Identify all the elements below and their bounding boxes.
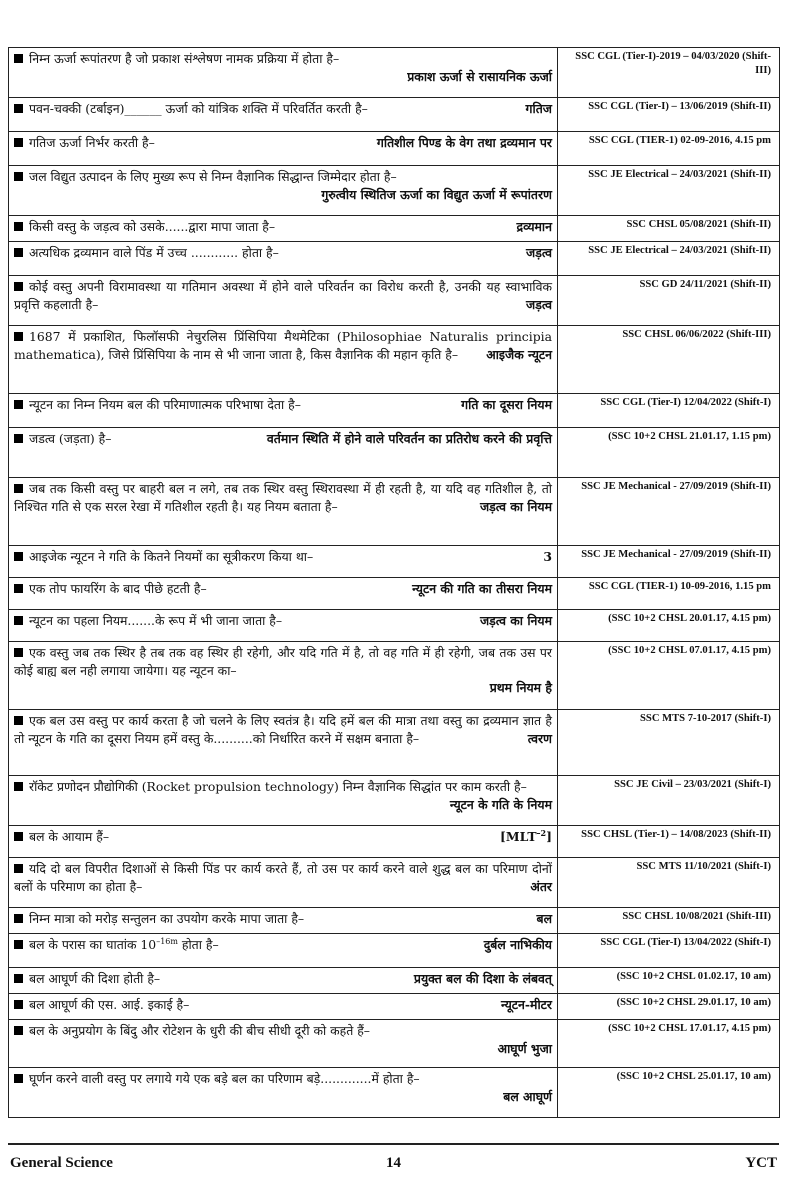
question-text: यदि दो बल विपरीत दिशाओं से किसी पिंड पर कार्य करते हैं, तो उस पर कार्य करने वाले शुद्ध बल का परिमाण दोनों बलों के परिमाण का होता है–	[14, 861, 552, 894]
answer-text: जड़त्व का नियम	[479, 613, 552, 628]
table-row	[9, 48, 780, 98]
source-cell: (SSC 10+2 CHSL 29.01.17, 10 am)	[558, 994, 780, 1020]
question-text: गतिज ऊर्जा निर्भर करती है–	[29, 135, 155, 150]
table-row	[9, 710, 780, 776]
square-bullet-icon	[14, 584, 23, 593]
answer-text: आइजैक न्यूटन	[486, 346, 552, 362]
question-text: रॉकेट प्रणोदन प्रौद्योगिकी (Rocket propulsion technology) निम्न वैज्ञानिक सिद्धांत पर काम करती है–	[29, 779, 527, 794]
question-cell	[9, 1020, 558, 1068]
square-bullet-icon	[14, 616, 23, 625]
question-text: बल आघूर्ण की दिशा होती है–	[29, 971, 161, 986]
question-cell	[9, 394, 558, 428]
question-cell	[9, 326, 558, 394]
answer-text: 3	[543, 549, 552, 564]
table-row	[9, 1020, 780, 1068]
square-bullet-icon	[14, 222, 23, 231]
question-table-container	[8, 47, 780, 1118]
answer-text: बल	[536, 911, 552, 926]
answer-text: आघूर्ण भुजा	[497, 1040, 552, 1056]
question-cell	[9, 478, 558, 546]
table-row	[9, 610, 780, 642]
question-cell	[9, 546, 558, 578]
source-cell: SSC CHSL (Tier-1) – 14/08/2023 (Shift-II)	[558, 826, 780, 858]
question-cell	[9, 826, 558, 858]
question-cell	[9, 98, 558, 132]
source-cell: SSC JE Civil – 23/03/2021 (Shift-I)	[558, 776, 780, 826]
table-row	[9, 1068, 780, 1118]
square-bullet-icon	[14, 104, 23, 113]
answer-text: गति का दूसरा नियम	[461, 397, 552, 412]
answer-text: जड़त्व का नियम	[479, 498, 552, 514]
question-cell	[9, 48, 558, 98]
square-bullet-icon	[14, 138, 23, 147]
square-bullet-icon	[14, 782, 23, 791]
question-cell	[9, 242, 558, 276]
square-bullet-icon	[14, 54, 23, 63]
question-cell	[9, 710, 558, 776]
question-text: न्यूटन का निम्न नियम बल की परिमाणात्मक परिभाषा देता है–	[29, 397, 301, 412]
square-bullet-icon	[14, 552, 23, 561]
question-cell	[9, 642, 558, 710]
source-cell: (SSC 10+2 CHSL 20.01.17, 4.15 pm)	[558, 610, 780, 642]
table-row	[9, 242, 780, 276]
table-row	[9, 326, 780, 394]
answer-text: प्रयुक्त बल की दिशा के लंबवत्	[413, 971, 552, 986]
square-bullet-icon	[14, 1000, 23, 1009]
question-cell	[9, 1068, 558, 1118]
table-row	[9, 858, 780, 908]
answer-text: न्यूटन के गति के नियम	[449, 796, 552, 812]
question-cell	[9, 216, 558, 242]
question-text: पवन-चक्की (टर्बाइन)______ ऊर्जा को यांत्रिक शक्ति में परिवर्तित करती है–	[29, 101, 368, 116]
question-text: बल के आयाम हैं–	[29, 829, 110, 844]
question-text-end: होता है–	[177, 937, 219, 952]
table-row	[9, 934, 780, 968]
question-cell	[9, 578, 558, 610]
table-row	[9, 428, 780, 478]
table-row	[9, 166, 780, 216]
source-cell: SSC GD 24/11/2021 (Shift-II)	[558, 276, 780, 326]
table-row	[9, 216, 780, 242]
question-cell	[9, 776, 558, 826]
table-row	[9, 908, 780, 934]
square-bullet-icon	[14, 434, 23, 443]
table-row	[9, 994, 780, 1020]
source-cell: SSC MTS 7-10-2017 (Shift-I)	[558, 710, 780, 776]
question-cell	[9, 908, 558, 934]
square-bullet-icon	[14, 914, 23, 923]
table-row	[9, 276, 780, 326]
question-cell	[9, 968, 558, 994]
table-row	[9, 546, 780, 578]
table-row	[9, 826, 780, 858]
source-cell: SSC CHSL 10/08/2021 (Shift-III)	[558, 908, 780, 934]
answer-text: त्वरण	[527, 730, 552, 746]
question-text: एक तोप फायरिंग के बाद पीछे हटती है–	[29, 581, 207, 596]
square-bullet-icon	[14, 832, 23, 841]
question-text: एक वस्तु जब तक स्थिर है तब तक वह स्थिर ही रहेगी, और यदि गति में है, तो वह गति में ही रहेगी, जब तक उस पर कोई बाह्य बल नही लगाया जायेगा। यह न्यूटन का–	[14, 645, 552, 678]
question-text: जल विद्युत उत्पादन के लिए मुख्य रूप से निम्न वैज्ञानिक सिद्धान्त जिम्मेदार होता है–	[29, 169, 397, 184]
source-cell: (SSC 10+2 CHSL 01.02.17, 10 am)	[558, 968, 780, 994]
question-text: आइजेक न्यूटन ने गति के कितने नियमों का सूत्रीकरण किया था–	[29, 549, 314, 564]
answer-text: वर्तमान स्थिति में होने वाले परिवर्तन का प्रतिरोध करने की प्रवृत्ति	[266, 431, 552, 446]
square-bullet-icon	[14, 940, 23, 949]
answer-text: गुरुत्वीय स्थितिज ऊर्जा का विद्युत ऊर्जा में रूपांतरण	[321, 186, 552, 202]
square-bullet-icon	[14, 648, 23, 657]
question-exponent: –16m	[156, 936, 178, 946]
question-cell	[9, 610, 558, 642]
table-row	[9, 968, 780, 994]
question-table	[8, 47, 780, 1118]
source-cell: (SSC 10+2 CHSL 17.01.17, 4.15 pm)	[558, 1020, 780, 1068]
table-row	[9, 642, 780, 710]
square-bullet-icon	[14, 1074, 23, 1083]
answer-text: जड़त्व	[526, 245, 552, 260]
question-text: न्यूटन का पहला नियम.......के रूप में भी जाना जाता है–	[29, 613, 283, 628]
table-row	[9, 132, 780, 166]
answer-text: गतिशील पिण्ड के वेग तथा द्रव्यमान पर	[376, 135, 552, 150]
question-text: किसी वस्तु के जड़त्व को उसके......द्वारा मापा जाता है–	[29, 219, 276, 234]
table-row	[9, 394, 780, 428]
square-bullet-icon	[14, 716, 23, 725]
question-cell	[9, 934, 558, 968]
question-cell	[9, 994, 558, 1020]
table-row	[9, 578, 780, 610]
square-bullet-icon	[14, 400, 23, 409]
question-text: घूर्णन करने वाली वस्तु पर लगाये गये एक बड़े बल का परिणाम बड़े.............में होता है–	[29, 1071, 420, 1086]
question-text: जडत्व (जड़ता) है–	[29, 431, 112, 446]
question-text: बल के अनुप्रयोग के बिंदु और रोटेशन के धुरी की बीच सीधी दूरी को कहते हैं–	[29, 1023, 371, 1038]
answer-text: प्रथम नियम है	[489, 680, 552, 696]
footer-subject: General Science	[10, 1155, 113, 1171]
source-cell: SSC CHSL 05/08/2021 (Shift-II)	[558, 216, 780, 242]
question-text: निम्न मात्रा को मरोड़ सन्तुलन का उपयोग करके मापा जाता है–	[29, 911, 305, 926]
question-cell	[9, 428, 558, 478]
table-row	[9, 478, 780, 546]
source-cell: SSC JE Mechanical - 27/09/2019 (Shift-II)	[558, 478, 780, 546]
page-number: 14	[386, 1155, 401, 1171]
answer-text: अंतर	[530, 878, 552, 894]
square-bullet-icon	[14, 974, 23, 983]
answer-text: न्यूटन की गति का तीसरा नियम	[412, 581, 552, 596]
source-cell: (SSC 10+2 CHSL 07.01.17, 4.15 pm)	[558, 642, 780, 710]
question-text: जब तक किसी वस्तु पर बाहरी बल न लगे, तब तक स्थिर वस्तु स्थिरावस्था में ही रहती है, या यदि वह गतिशील है, तो निश्चित गति से एक सरल रेखा में गतिशील रहती है। यह नियम बताता है–	[14, 481, 552, 514]
square-bullet-icon	[14, 332, 23, 341]
question-text: कोई वस्तु अपनी विरामावस्था या गतिमान अवस्था में होने वाले परिवर्तन का विरोध करती है, उनकी यह स्वाभाविक प्रवृत्ति कहलाती है–	[14, 279, 552, 312]
source-cell: SSC MTS 11/10/2021 (Shift-I)	[558, 858, 780, 908]
answer-exponent: –2	[536, 827, 547, 838]
question-cell	[9, 858, 558, 908]
answer-text: द्रव्यमान	[516, 219, 552, 234]
answer-text: जड़त्व	[526, 296, 552, 312]
question-text: एक बल उस वस्तु पर कार्य करता है जो चलने के लिए स्वतंत्र है। यदि हमें बल की मात्रा तथा वस्तु का द्रव्यमान ज्ञात है तो न्यूटन के गति का दूसरा नियम हमें वस्तु के..........को निर्धारित करने में सक्षम बनाता है–	[14, 713, 552, 746]
footer-publisher: YCT	[745, 1155, 777, 1171]
question-text: अत्यधिक द्रव्यमान वाले पिंड में उच्च ............ होता है–	[29, 245, 279, 260]
square-bullet-icon	[14, 248, 23, 257]
source-cell: SSC CGL (TIER-1) 02-09-2016, 4.15 pm	[558, 132, 780, 166]
answer-text-end: ]	[546, 829, 552, 844]
source-cell: SSC JE Electrical – 24/03/2021 (Shift-II)	[558, 166, 780, 216]
source-cell: SSC JE Mechanical - 27/09/2019 (Shift-II)	[558, 546, 780, 578]
table-row	[9, 776, 780, 826]
answer-text-main: [MLT	[500, 829, 537, 844]
question-text: 1687 में प्रकाशित, फिलॉसफी नेचुरलिस प्रिंसिपिया मैथमेटिका (Philosophiae Naturalis principia mathematica), जिसे प्रिंसिपिया के नाम से भी जाना जाता है, किस वैज्ञानिक की महान कृति है–	[14, 329, 552, 362]
question-cell	[9, 276, 558, 326]
answer-text: गतिज	[525, 101, 552, 116]
source-cell: SSC CGL (Tier-I)-2019 – 04/03/2020 (Shift-III)	[558, 48, 780, 98]
source-cell: (SSC 10+2 CHSL 21.01.17, 1.15 pm)	[558, 428, 780, 478]
question-text: बल आघूर्ण की एस. आई. इकाई है–	[29, 997, 190, 1012]
source-cell: SSC CGL (Tier-I) 12/04/2022 (Shift-I)	[558, 394, 780, 428]
question-text: बल के परास का घातांक 10	[29, 937, 157, 952]
square-bullet-icon	[14, 1026, 23, 1035]
square-bullet-icon	[14, 282, 23, 291]
question-cell	[9, 132, 558, 166]
answer-text: न्यूटन-मीटर	[500, 997, 552, 1012]
page-footer	[8, 1143, 779, 1171]
source-cell: SSC CGL (Tier-I) – 13/06/2019 (Shift-II)	[558, 98, 780, 132]
question-cell	[9, 166, 558, 216]
source-cell: SSC CHSL 06/06/2022 (Shift-III)	[558, 326, 780, 394]
answer-text: बल आघूर्ण	[503, 1088, 552, 1104]
question-text: निम्न ऊर्जा रूपांतरण है जो प्रकाश संश्लेषण नामक प्रक्रिया में होता है–	[29, 51, 340, 66]
source-cell: (SSC 10+2 CHSL 25.01.17, 10 am)	[558, 1068, 780, 1118]
source-cell: SSC CGL (Tier-I) 13/04/2022 (Shift-I)	[558, 934, 780, 968]
answer-text: प्रकाश ऊर्जा से रासायनिक ऊर्जा	[407, 68, 552, 84]
source-cell: SSC CGL (TIER-1) 10-09-2016, 1.15 pm	[558, 578, 780, 610]
answer-text	[500, 828, 552, 846]
square-bullet-icon	[14, 484, 23, 493]
square-bullet-icon	[14, 172, 23, 181]
square-bullet-icon	[14, 864, 23, 873]
table-row	[9, 98, 780, 132]
answer-text: दुर्बल नाभिकीय	[483, 937, 552, 952]
source-cell: SSC JE Electrical – 24/03/2021 (Shift-II)	[558, 242, 780, 276]
